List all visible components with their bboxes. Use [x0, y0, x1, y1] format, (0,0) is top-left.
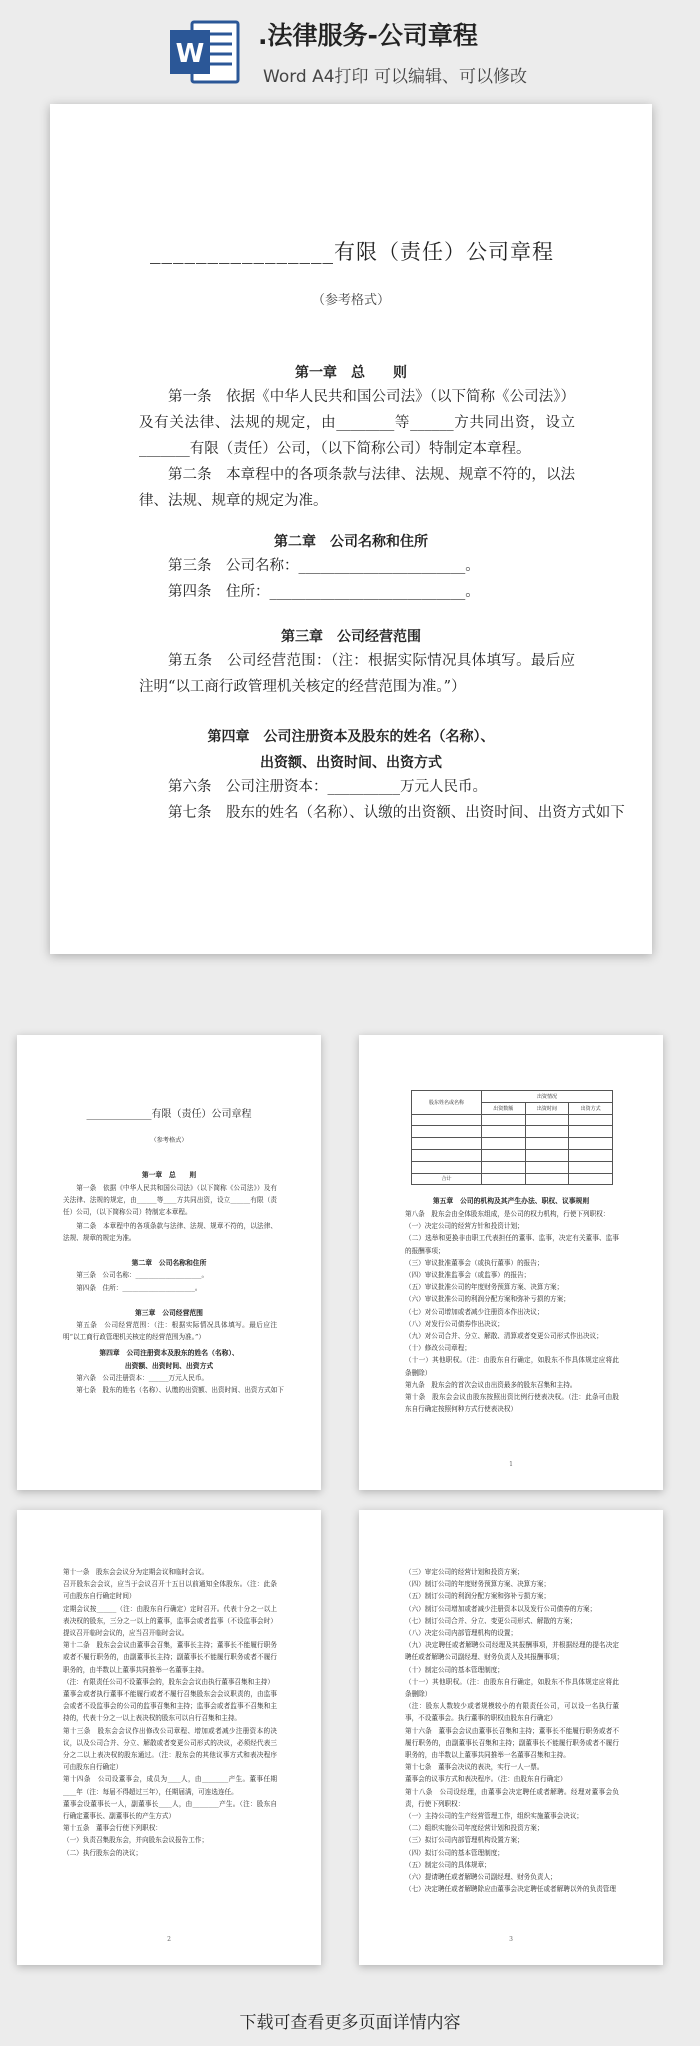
page-title: .法律服务-公司章程 [258, 21, 478, 50]
page-number: 3 [509, 1936, 513, 1943]
chapter-4-heading-line2: 出资额、出资时间、出资方式 [260, 755, 442, 771]
article-1: 第一条 依据《中华人民共和国公司法》（以下简称《公司法》）及有关法律、法规的规定，由________等______方共同出资，设立_______有限（责任）公司，（以下简称公司）特制定本章程。 [139, 389, 575, 457]
thumbnail-page-1[interactable] [17, 1035, 321, 1490]
table-header-amount: 出资数额 [481, 1102, 525, 1114]
thumb-ref: （参考格式） [150, 1137, 188, 1144]
thumb-a3: 第三条 公司名称：____________________。 [76, 1271, 209, 1279]
thumb-a6: 第六条 公司注册资本：______万元人民币。 [76, 1374, 209, 1382]
article-2: 第二条 本章程中的各项条款与法律、法规、规章不符的，以法律、法规、规章的规定为准。 [139, 467, 575, 509]
chapter-2-heading: 第二章 公司名称和住所 [274, 534, 428, 550]
thumb-doc-title: _____________有限（责任）公司章程 [86, 1109, 252, 1120]
document-preview-page [50, 104, 652, 954]
table-row [412, 1114, 613, 1126]
thumb4-body: （三）审定公司的经营计划和投资方案； （四）制订公司的年度财务预算方案、决算方案； （五）制订公司的利润分配方案和弥补亏损方案； （六）制订公司增加或者减少注册资本以及发行公司债券的方案； （七）制订公司合并、分立、变更公司形式、解散的方案； （八）决定公司内部管理机构的设置； （九）决定聘任或者解聘公司经理及其报酬事项，并根据经理的提名决定聘任或者解聘公司副经理、财务负责人及其报酬事项； （十）制定公司的基本管理制度； （十一）其他职权。（注：由股东自行确定，如股东不作具体规定应将此条删除） （注：股东人数较少或者规模较小的有限责任公司，可以设一名执行董事，不设董事会。执行董事的职权由股东自行确定） 第十六条 董事会会议由董事长召集和主持；董事长不能履行职务或者不履行职务的，由副董事长召集和主持；副董事长不能履行职务或者不履行职务的，由半数以上董事共同推举一名董事召集和主持。 第十七条 董事会决议的表决，实行一人一票。 董事会的议事方式和表决程序。（注：由股东自行确定） 第十八条 公司设经理，由董事会决定聘任或者解聘。经理对董事会负责，行使下列职权： （一）主持公司的生产经营管理工作，组织实施董事会决议； （二）组织实施公司年度经营计划和投资方案； （三）拟订公司内部管理机构设置方案； （四）拟订公司的基本管理制度； （五）制定公司的具体规章； （六）提请聘任或者解聘公司副经理、财务负责人； （七）决定聘任或者解聘除应由董事会决定聘任或者解聘以外的负责管理 [405, 1568, 619, 1894]
word-icon-letter: W [175, 39, 205, 69]
article-3: 第三条 公司名称：_______________________。 [168, 558, 480, 574]
doc-title: ________________有限（责任）公司章程 [150, 240, 554, 264]
thumb-ch1: 第一章 总 则 [141, 1171, 197, 1179]
thumb-a5: 第五条 公司经营范围：（注：根据实际情况具体填写。最后应注明“以工商行政管理机关核定的经营范围为准。”） [63, 1321, 277, 1342]
article-5: 第五条 公司经营范围：（注：根据实际情况具体填写。最后应注明“以工商行政管理机关核定的经营范围为准。”） [139, 653, 575, 695]
article-6: 第六条 公司注册资本：__________万元人民币。 [168, 779, 487, 795]
thumb-a4: 第四条 住所：______________________。 [76, 1284, 202, 1292]
thumb-a2: 第二条 本章程中的各项条款与法律、法规、规章不符的，以法律、法规、规章的规定为准。 [63, 1222, 277, 1243]
doc-reference-format: （参考格式） [311, 293, 390, 308]
chapter-3-heading: 第三章 公司经营范围 [281, 629, 421, 645]
thumb-ch2: 第二章 公司名称和住所 [131, 1259, 207, 1267]
thumb-ch5: 第五章 公司的机构及其产生办法、职权、议事规则 [432, 1197, 590, 1205]
thumb-a1: 第一条 依据《中华人民共和国公司法》（以下简称《公司法》）及有关法律、法规的规定，由______等____方共同出资，设立______有限（责任）公司，（以下简称公司）特制定本章程。 [63, 1184, 277, 1217]
article-7: 第七条 股东的姓名（名称）、认缴的出资额、出资时间、出资方式如下 [168, 805, 625, 821]
thumb-ch3: 第三章 公司经营范围 [135, 1309, 203, 1317]
chapter-4-heading-line1: 第四章 公司注册资本及股东的姓名（名称）、 [207, 729, 495, 745]
download-more-hint[interactable]: 下载可查看更多页面详情内容 [239, 2013, 461, 2033]
table-total-label: 合计 [412, 1173, 482, 1185]
table-total-row [412, 1173, 613, 1185]
thumbnail-page-2[interactable] [359, 1035, 663, 1490]
table-row [412, 1149, 613, 1161]
page-subtitle: Word A4打印 可以编辑、可以修改 [263, 67, 527, 87]
thumb-ch4b: 出资额、出资时间、出资方式 [124, 1362, 214, 1370]
table-row [412, 1138, 613, 1150]
thumb2-body: 第八条 股东会由全体股东组成，是公司的权力机构，行使下列职权： （一）决定公司的经营方针和投资计划； （二）选举和更换非由职工代表担任的董事、监事，决定有关董事、监事的报酬事项； （三）审议批准董事会（或执行董事）的报告； （四）审议批准监事会（或监事）的报告； （五）审议批准公司的年度财务预算方案、决算方案； （六）审议批准公司的利润分配方案和弥补亏损的方案； （七）对公司增加或者减少注册资本作出决议； （八）对发行公司债券作出决议； （九）对公司合并、分立、解散、清算或者变更公司形式作出决议； （十）修改公司章程； （十一）其他职权。（注：由股东自行确定，如股东不作具体规定应将此条删除） 第九条 股东会的首次会议由出资最多的股东召集和主持。 第十条 股东会会议由股东按照出资比例行使表决权。（注：此条可由股东自行确定按照何种方式行使表决权） [405, 1210, 619, 1414]
page-number: 2 [167, 1936, 171, 1943]
thumbnail-page-3[interactable] [17, 1510, 321, 1965]
article-4: 第四条 住所：___________________________。 [168, 584, 480, 600]
table-header-group: 出资情况 [481, 1091, 612, 1103]
thumbnail-page-4[interactable] [359, 1510, 663, 1965]
page-number: 1 [509, 1461, 513, 1468]
word-doc-icon [168, 18, 242, 86]
table-header-method: 出资方式 [569, 1102, 613, 1114]
table-header-time: 出资时间 [525, 1102, 569, 1114]
thumb-a7: 第七条 股东的姓名（名称）、认缴的出资额、出资时间、出资方式如下 [76, 1386, 284, 1394]
table-header-name: 股东姓名或名称 [412, 1091, 482, 1115]
table-row [412, 1161, 613, 1173]
thumb-ch4a: 第四章 公司注册资本及股东的姓名（名称）、 [99, 1349, 239, 1357]
table-row [412, 1126, 613, 1138]
thumb3-body: 第十一条 股东会会议分为定期会议和临时会议。 召开股东会会议，应当于会议召开十五日以前通知全体股东。（注：此条可由股东自行确定时间） 定期会议按______（注：由股东自行确定）定时召开。代表十分之一以上表决权的股东，三分之一以上的董事，监事会或者监事（不设监事会时）提议召开临时会议的，应当召开临时会议。 第十二条 股东会会议由董事会召集，董事长主持；董事长不能履行职务或者不履行职务的，由副董事长主持；副董事长不能履行职务或者不履行职务的，由半数以上董事共同推举一名董事主持。 （注：有限责任公司不设董事会的，股东会会议由执行董事召集和主持） 董事会或者执行董事不能履行或者不履行召集股东会会议职责的，由监事会或者不设监事会的公司的监事召集和主持；监事会或者监事不召集和主持的，代表十分之一以上表决权的股东可以自行召集和主持。 第十三条 股东会会议作出修改公司章程、增加或者减少注册资本的决议，以及公司合并、分立、解散或者变更公司形式的决议，必须经代表三分之二以上表决权的股东通过。（注：股东会的其他议事方式和表决程序可由股东自行确定） 第十四条 公司设董事会，成员为____人，由________产生。董事任期____年（注：每届不得超过三年），任期届满，可连选连任。 董事会设董事长一人，副董事长____人，由________产生。（注：股东自行确定董事长、副董事长的产生方式） 第十五条 董事会行使下列职权： （一）负责召集股东会，并向股东会议报告工作； （二）执行股东会的决议； [63, 1568, 277, 1857]
header-banner [0, 0, 700, 96]
shareholder-table [411, 1090, 613, 1185]
chapter-1-heading: 第一章 总 则 [295, 365, 407, 381]
